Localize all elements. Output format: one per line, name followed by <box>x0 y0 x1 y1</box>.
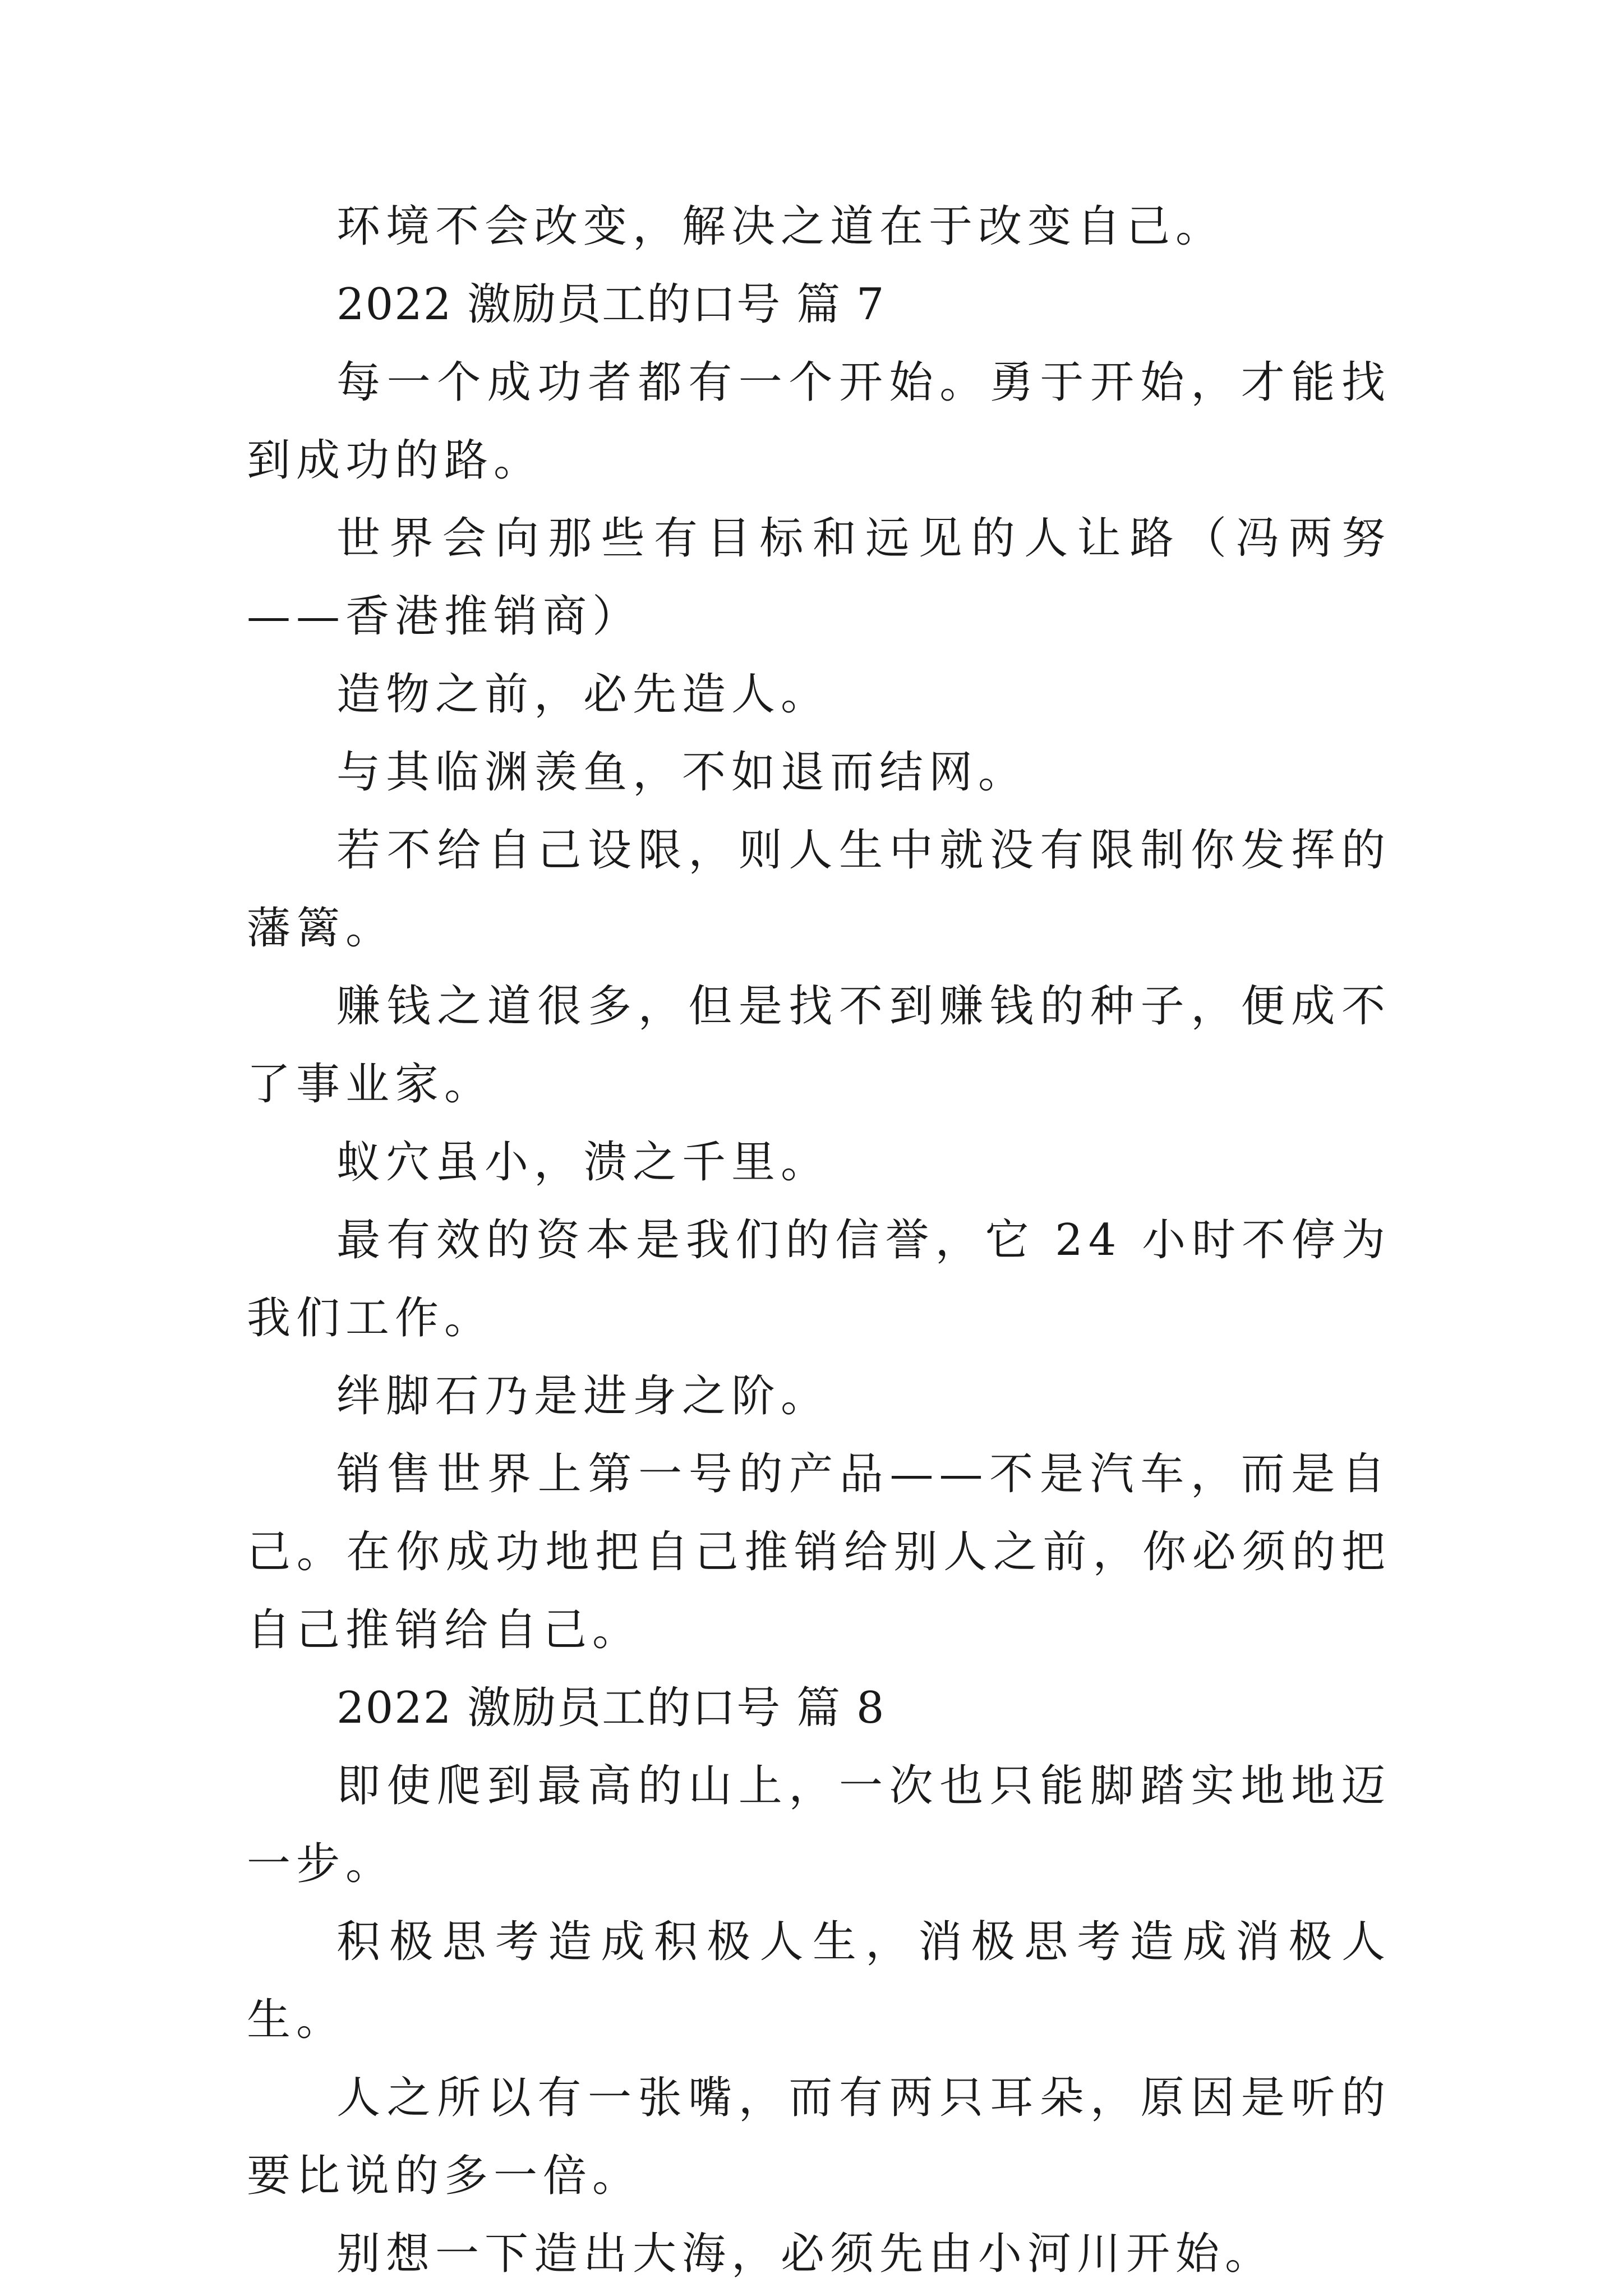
paragraph: 积极思考造成积极人生，消极思考造成消极人生。 <box>247 1917 1391 2045</box>
paragraph: 造物之前，必先造人。 <box>336 669 831 720</box>
document-body <box>247 188 1391 2293</box>
paragraph: 别想一下造出大海，必须先由小河川开始。 <box>336 2229 1275 2279</box>
paragraph: 最有效的资本是我们的信誉，它 24 小时不停为我们工作。 <box>247 1215 1391 1343</box>
paragraph: 与其临渊羡鱼，不如退而结网。 <box>336 747 1028 798</box>
paragraph: 赚钱之道很多，但是找不到赚钱的种子，便成不了事业家。 <box>247 981 1391 1110</box>
paragraph: 若不给自己设限，则人生中就没有限制你发挥的藩篱。 <box>247 825 1391 954</box>
paragraph: 世界会向那些有目标和远见的人让路（冯两努——香港推销商） <box>247 513 1391 642</box>
paragraph: 蚁穴虽小，溃之千里。 <box>336 1137 831 1188</box>
paragraph: 销售世界上第一号的产品——不是汽车，而是自己。在你成功地把自己推销给别人之前，你必须的把自己推销给自己。 <box>247 1449 1391 1655</box>
paragraph: 每一个成功者都有一个开始。勇于开始，才能找到成功的路。 <box>247 357 1391 486</box>
paragraph: 即使爬到最高的山上，一次也只能脚踏实地地迈一步。 <box>247 1761 1391 1889</box>
paragraph: 绊脚石乃是进身之阶。 <box>336 1371 831 1421</box>
paragraph: 环境不会改变，解决之道在于改变自己。 <box>336 201 1225 252</box>
paragraph: 人之所以有一张嘴，而有两只耳朵，原因是听的要比说的多一倍。 <box>247 2073 1391 2201</box>
section-heading: 2022 激励员工的口号 篇 8 <box>336 1683 886 1733</box>
section-heading: 2022 激励员工的口号 篇 7 <box>336 279 886 330</box>
